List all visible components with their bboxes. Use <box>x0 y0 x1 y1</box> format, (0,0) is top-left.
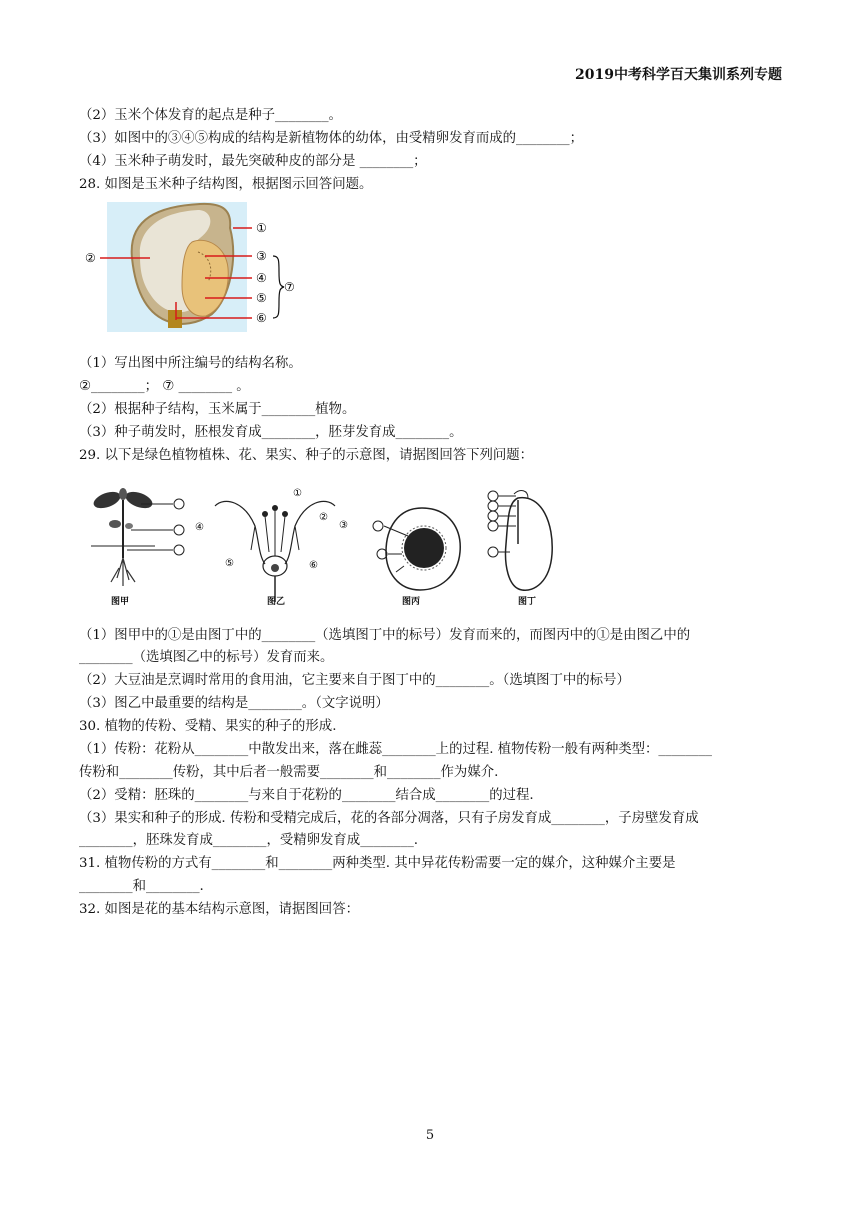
q29-line-2: （2）大豆油是烹调时常用的食用油，它主要来自于图丁中的________。（选填图丁中的标号） <box>79 673 630 688</box>
q30-line-1b: 传粉和________传粉，其中后者一般需要________和________作为媒介. <box>79 765 499 780</box>
q30-title: 30. 植物的传粉、受精、果实的种子的形成. <box>79 719 337 734</box>
svg-text:①: ① <box>293 488 302 499</box>
seed-label-2: ② <box>85 251 96 265</box>
seed-label-1: ① <box>256 221 267 235</box>
q29-line-1b: ________（选填图乙中的标号）发育而来。 <box>79 650 334 665</box>
svg-text:③: ③ <box>339 520 348 531</box>
svg-text:④: ④ <box>195 522 204 533</box>
caption-yi: 图乙 <box>267 597 286 607</box>
q30-line-1a: （1）传粉：花粉从________中散发出来，落在雌蕊________上的过程. 植物传粉一般有两种类型：________ <box>79 742 712 757</box>
q28-line-3: （3）种子萌发时，胚根发育成________，胚芽发育成________。 <box>79 425 463 440</box>
header-series: 2019中考科学百天集训系列专题 <box>575 67 782 83</box>
svg-text:⑥: ⑥ <box>309 560 318 571</box>
q27-line-3: （3）如图中的③④⑤构成的结构是新植物体的幼体，由受精卵发育而成的________； <box>79 131 583 146</box>
figure-jia-plant <box>83 486 193 608</box>
seed-label-6: ⑥ <box>256 311 267 325</box>
seed-label-3: ③ <box>256 249 267 263</box>
q30-line-3a: （3）果实和种子的形成. 传粉和受精完成后，花的各部分凋落，只有子房发育成________，子房壁发育成 <box>79 811 699 826</box>
q29-title: 29. 以下是绿色植物植株、花、果实、种子的示意图，请据图回答下列问题： <box>79 448 534 463</box>
q28-line-2: （2）根据种子结构，玉米属于________植物。 <box>79 402 356 417</box>
q31-line-1: 31. 植物传粉的方式有________和________两种类型. 其中异花传粉需要一定的媒介，这种媒介主要是 <box>79 856 676 871</box>
q32-title: 32. 如图是花的基本结构示意图，请据图回答： <box>79 902 359 917</box>
q29-line-3: （3）图乙中最重要的结构是________。（文字说明） <box>79 696 389 711</box>
seed-label-5: ⑤ <box>256 291 267 305</box>
q27-line-2: （2）玉米个体发育的起点是种子________。 <box>79 108 342 123</box>
figure-yi-flower <box>195 486 355 608</box>
q30-line-3b: ________，胚珠发育成________，受精卵发育成________. <box>79 833 419 848</box>
caption-jia: 图甲 <box>111 597 130 607</box>
figure-bing-fruit <box>368 496 478 608</box>
corn-seed-figure <box>80 198 310 336</box>
q28-line-1b: ②________； ⑦ ________ 。 <box>79 379 250 394</box>
caption-ding: 图丁 <box>518 597 537 607</box>
seed-label-4: ④ <box>256 271 267 285</box>
q31-line-2: ________和________. <box>79 879 204 894</box>
caption-bing: 图丙 <box>402 597 421 607</box>
figure-ding-seed <box>484 484 574 608</box>
svg-text:②: ② <box>319 512 328 523</box>
q27-line-4: （4）玉米种子萌发时，最先突破种皮的部分是 ________； <box>79 154 427 169</box>
svg-text:⑤: ⑤ <box>225 558 234 569</box>
seed-label-7: ⑦ <box>284 280 295 294</box>
q28-title: 28. 如图是玉米种子结构图，根据图示回答问题。 <box>79 177 373 192</box>
q29-line-1a: （1）图甲中的①是由图丁中的________（选填图丁中的标号）发育而来的，而图丙中的①是由图乙中的 <box>79 628 691 643</box>
q28-line-1: （1）写出图中所注编号的结构名称。 <box>79 356 302 371</box>
page-number: 5 <box>425 1128 435 1143</box>
q30-line-2: （2）受精：胚珠的________与来自于花粉的________结合成________的过程. <box>79 788 534 803</box>
